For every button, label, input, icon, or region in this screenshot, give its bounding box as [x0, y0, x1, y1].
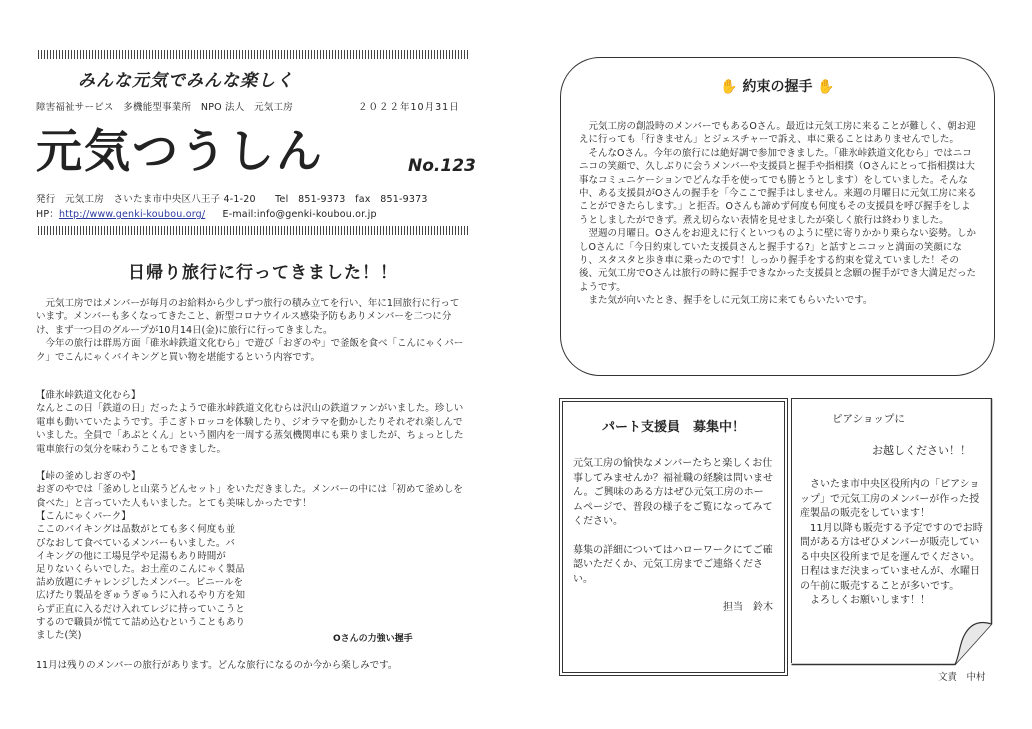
- section-heading: 【峠の釜めしおぎのや】: [36, 471, 141, 482]
- recruit-paragraph-2: 募集の詳細についてはハローワークにてご確認いただくか、元気工房までご連絡ください。: [573, 544, 773, 585]
- handshake-body: [579, 120, 977, 308]
- email-address: E-mail:info@genki-koubou.or.jp: [222, 209, 377, 220]
- footer-credit: 文責 中村: [938, 672, 986, 683]
- publisher-line: 発行 元気工房 さいたま市中央区八王子 4-1-20 Tel 851-9373 fax 851-9373: [36, 194, 428, 205]
- section-body: おぎのやでは「釜めしと山菜うどんセット」をいただきました。メンバーの中には「初めて釜めしを食べた」と言っていた人もいました。とても美味しかったです！: [36, 484, 463, 509]
- body-line: 広げたり製品をぎゅうぎゅうに入れるやり方を知: [36, 590, 246, 602]
- peer-title-2: お越しください！！: [872, 444, 971, 457]
- org-line: 障害福祉サービス 多機能型事業所 NPO 法人 元気工房: [36, 102, 293, 113]
- body-line: ました(笑): [36, 630, 82, 642]
- hand-icon: ✋: [720, 79, 738, 95]
- body-line: するので職員が慌てて詰め込むということもあり: [36, 616, 246, 628]
- trip-section-railway: [36, 389, 470, 456]
- trip-section-ogino: [36, 470, 470, 510]
- issue-number: No.123: [408, 156, 476, 176]
- newsletter-title: 元気つうしん: [36, 124, 324, 178]
- handshake-title: [561, 76, 994, 96]
- section-body: [36, 523, 286, 642]
- trip-headline: 日帰り旅行に行ってきました！！: [128, 263, 398, 283]
- recruit-box: [559, 398, 788, 676]
- peer-paragraph-1: さいたま市中央区役所内の「ピアショップ」で元気工房のメンバーが作った授産製品の販売をしています！: [800, 479, 980, 519]
- recruit-body: [573, 457, 773, 616]
- recruit-sign: 担当 鈴木: [723, 602, 773, 613]
- handshake-box: [560, 57, 995, 376]
- top-decor-bar: [38, 50, 468, 59]
- trip-closing: 11月は残りのメンバーの旅行があります。どんな旅行になるのか今から楽しみです。: [36, 660, 398, 671]
- trip-section-konnyaku: [36, 510, 286, 642]
- trip-intro-paragraph-2: 今年の旅行は群馬方面「碓氷峠鉄道文化むら」で遊び「おぎのや」で釜飯を食べ「こんにゃくパーク」でこんにゃくバイキングと買い物を堪能するという内容です。: [36, 338, 464, 363]
- photo-caption: Oさんの力強い握手: [333, 634, 413, 644]
- trip-intro: [36, 297, 468, 364]
- handshake-paragraph-1: 元気工房の創設時のメンバーでもあるOさん。最近は元気工房に来ることが難しく、朝お迎えに行っても「行きません」とジェスチャーで訴え、車に乗ることはありませんでした。: [579, 121, 976, 146]
- homepage-line: [36, 208, 377, 221]
- recruit-title: パート支援員 募集中！: [601, 420, 745, 435]
- hp-label: HP：: [36, 209, 59, 220]
- header-bottom-decor-bar: [38, 226, 468, 235]
- hand-icon: ✋: [817, 79, 835, 95]
- section-heading: 【こんにゃくパーク】: [36, 511, 131, 522]
- handshake-title-text: 約束の握手: [742, 79, 813, 95]
- page-curl-corner: [791, 398, 993, 666]
- slogan: みんな元気でみんな楽しく: [78, 71, 294, 91]
- issue-date: ２０２２年10月31日: [358, 102, 460, 113]
- recruit-paragraph-1: 元気工房の愉快なメンバーたちと楽しくお仕事してみませんか？福祉職の経験は問いません。ご興味のある方はぜひ元気工房のホームページで、普段の様子をご覧になってみてください。: [573, 458, 773, 527]
- body-line: びなおして食べているメンバーもいました。バ: [36, 537, 235, 549]
- section-body: なんとこの日「鉄道の日」だったようで碓氷峠鉄道文化むらは沢山の鉄道ファンがいました。珍しい電車も動いていたようです。手こぎトロッコを体験したり、ジオラマを動かしたりそれぞれ楽しんでいました。全員で「あぷとくん」という園内を一周する蒸気機関車にも乗りましたが、ちょっとした電車旅行の気分を味わうこともできました。: [36, 403, 464, 455]
- body-line: イキングの他に工場見学や足湯もあり時間が: [36, 550, 226, 562]
- peer-paragraph-3: よろしくお願いします！！: [810, 595, 930, 606]
- peer-paragraph-2: 11月以降も販売する予定ですのでお時間がある方はぜひメンバーが販売している中央区役所まで足を運んでください。日程はまだ決まっていませんが、水曜日の午前に販売することが多いです。: [800, 522, 983, 592]
- trip-intro-paragraph-1: 元気工房ではメンバーが毎月のお給料から少しずつ旅行の積み立てを行い、年に1回旅行に行っています。メンバーも多くなってきたこと、新型コロナウイルス感染予防もありメンバーを二つに分け、まず一つ目のグループが10月14日(金)に旅行に行ってきました。: [36, 298, 460, 336]
- handshake-paragraph-2: そんなOさん。今年の旅行には絶好調で参加できました。「碓氷峠鉄道文化むら」ではニコニコの笑顔で、久しぶりに会うメンバーや支援員と握手や指相撲（Oさんにとって指相撲は大事なコミュニケーションでどんな手を使ってでも勝とうとします）をしていました。そんな中、ある支援員がOさんの握手を「今ここで握手はしません。来週の月曜日に元気工房に来ることができたらします。」と拒否。Oさんも諦めず何度も何度もその支援員を呼び握手をしようとしましたができず。煮え切らない表情を見せましたが楽しく旅行は終わりました。: [579, 147, 977, 226]
- body-line: 足りないくらいでした。お土産のこんにゃく製品: [36, 564, 245, 576]
- section-heading: 【碓氷峠鉄道文化むら】: [36, 390, 141, 401]
- peer-title-1: ピアショップに: [832, 413, 905, 425]
- handshake-paragraph-4: また気が向いたとき、握手をしに元気工房に来てもらいたいです。: [588, 295, 873, 307]
- body-line: 詰め放題にチャレンジしたメンバー。ビニールを: [36, 577, 244, 589]
- body-line: らず正直に入るだけ入れてレジに持っていこうと: [36, 603, 245, 615]
- homepage-link[interactable]: http://www.genki-koubou.org/: [58, 209, 206, 220]
- body-line: ここのバイキングは品数がとても多く何度も並: [36, 524, 236, 536]
- handshake-paragraph-3: 翌週の月曜日。Oさんをお迎えに行くといつものように壁に寄りかかり乗らない姿勢。しかしOさんに「今日約束していた支援員さんと握手する?」と話すとニコッと満面の笑顔になり、スタスタと歩き車に乗ったのです！しっかり握手をする約束を覚えていました！その後、元気工房でOさんは旅行の時に握手できなかった支援員と念願の握手ができ大満足だったようです。: [579, 228, 976, 293]
